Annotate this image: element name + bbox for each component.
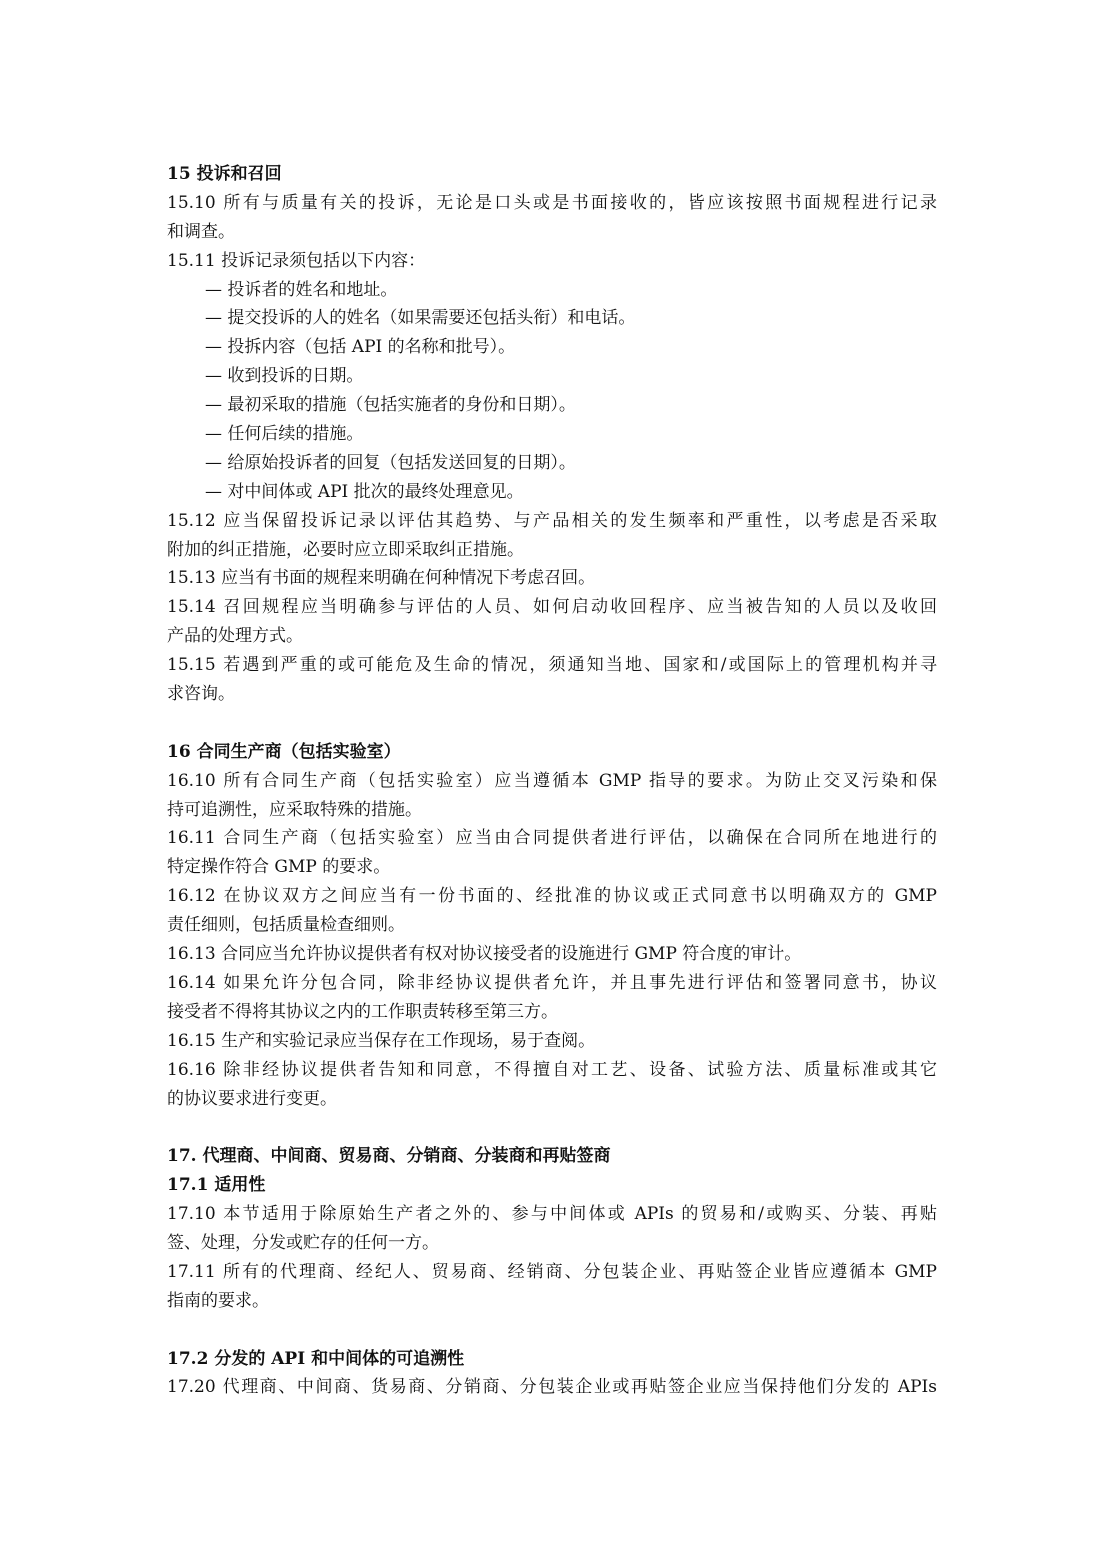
text-line: 接受者不得将其协议之内的工作职责转移至第三方。 xyxy=(167,1001,558,1022)
paragraph xyxy=(167,940,937,969)
text-line: 15.13 应当有书面的规程来明确在何种情况下考虑召回。 xyxy=(167,568,596,589)
paragraph xyxy=(167,1027,937,1056)
text-line: 持可追溯性，应采取特殊的措施。 xyxy=(167,799,422,820)
bullet-list xyxy=(167,276,937,507)
paragraph xyxy=(167,824,937,882)
paragraph xyxy=(167,1373,937,1402)
text-line: 16.11 合同生产商（包括实验室）应当由合同提供者进行评估，以确保在合同所在地进行的 xyxy=(167,828,937,849)
text-line: 16.10 所有合同生产商（包括实验室）应当遵循本 GMP 指导的要求。为防止交叉污染和保 xyxy=(167,770,937,791)
list-item: — 给原始投诉者的回复（包括发送回复的日期）。 xyxy=(205,452,576,473)
section-gap xyxy=(167,1316,937,1345)
list-item: — 任何后续的措施。 xyxy=(205,424,364,445)
document-page xyxy=(167,160,937,1402)
text-line: 和调查。 xyxy=(167,221,235,242)
paragraph xyxy=(167,189,937,247)
text-line: 15.12 应当保留投诉记录以评估其趋势、与产品相关的发生频率和严重性，以考虑是否采取 xyxy=(167,510,937,531)
text-line: 17.10 本节适用于除原始生产者之外的、参与中间体或 APIs 的贸易和/或购买、分装、再贴 xyxy=(167,1204,937,1225)
list-item: — 提交投诉的人的姓名（如果需要还包括头衔）和电话。 xyxy=(205,308,636,329)
section-heading: 16 合同生产商（包括实验室） xyxy=(167,741,401,762)
section-heading: 17. 代理商、中间商、贸易商、分销商、分装商和再贴签商 xyxy=(167,1146,611,1167)
paragraph xyxy=(167,247,937,276)
section-heading: 15 投诉和召回 xyxy=(167,164,282,184)
text-line: 签、处理，分发或贮存的任何一方。 xyxy=(167,1232,439,1253)
paragraph xyxy=(167,969,937,1027)
paragraph xyxy=(167,651,937,709)
paragraph xyxy=(167,1200,937,1258)
text-line: 16.14 如果允许分包合同，除非经协议提供者允许，并且事先进行评估和签署同意书，协议 xyxy=(167,972,937,993)
list-item: — 投诉者的姓名和地址。 xyxy=(205,279,398,300)
subsection-heading: 17.1 适用性 xyxy=(167,1175,266,1196)
text-line: 附加的纠正措施，必要时应立即采取纠正措施。 xyxy=(167,539,524,560)
section-gap xyxy=(167,1113,937,1142)
paragraph xyxy=(167,507,937,565)
paragraph xyxy=(167,767,937,825)
text-line: 15.10 所有与质量有关的投诉，无论是口头或是书面接收的，皆应该按照书面规程进行记录 xyxy=(167,192,937,213)
text-line: 17.11 所有的代理商、经纪人、贸易商、经销商、分包装企业、再贴签企业皆应遵循本 GMP xyxy=(167,1261,937,1282)
text-line: 15.15 若遇到严重的或可能危及生命的情况，须通知当地、国家和/或国际上的管理机构并寻 xyxy=(167,655,937,676)
text-line: 16.15 生产和实验记录应当保存在工作现场，易于查阅。 xyxy=(167,1030,596,1051)
text-line: 16.12 在协议双方之间应当有一份书面的、经批准的协议或正式同意书以明确双方的 GMP xyxy=(167,886,937,907)
text-line: 15.14 召回规程应当明确参与评估的人员、如何启动收回程序、应当被告知的人员以及收回 xyxy=(167,597,937,618)
list-item: — 投拆内容（包括 API 的名称和批号）。 xyxy=(205,337,516,358)
text-line: 16.13 合同应当允许协议提供者有权对协议接受者的设施进行 GMP 符合度的审计。 xyxy=(167,944,802,965)
paragraph xyxy=(167,882,937,940)
list-item: — 最初采取的措施（包括实施者的身份和日期）。 xyxy=(205,395,576,416)
text-line: 责任细则，包括质量检查细则。 xyxy=(167,915,405,936)
text-line: 15.11 投诉记录须包括以下内容： xyxy=(167,250,426,271)
section-heading: 17.2 分发的 API 和中间体的可追溯性 xyxy=(167,1348,465,1369)
text-line: 产品的处理方式。 xyxy=(167,626,303,647)
paragraph xyxy=(167,1258,937,1316)
text-line: 的协议要求进行变更。 xyxy=(167,1088,337,1109)
paragraph xyxy=(167,1056,937,1114)
text-line: 求咨询。 xyxy=(167,684,235,705)
text-line: 指南的要求。 xyxy=(167,1290,269,1311)
list-item: — 对中间体或 API 批次的最终处理意见。 xyxy=(205,481,524,502)
text-line: 16.16 除非经协议提供者告知和同意，不得擅自对工艺、设备、试验方法、质量标准或其它 xyxy=(167,1059,937,1080)
text-line: 特定操作符合 GMP 的要求。 xyxy=(167,857,391,878)
section-gap xyxy=(167,709,937,738)
list-item: — 收到投诉的日期。 xyxy=(205,366,364,387)
text-line: 17.20 代理商、中间商、货易商、分销商、分包装企业或再贴签企业应当保持他们分发的 APIs xyxy=(167,1377,937,1398)
paragraph xyxy=(167,593,937,651)
paragraph xyxy=(167,564,937,593)
